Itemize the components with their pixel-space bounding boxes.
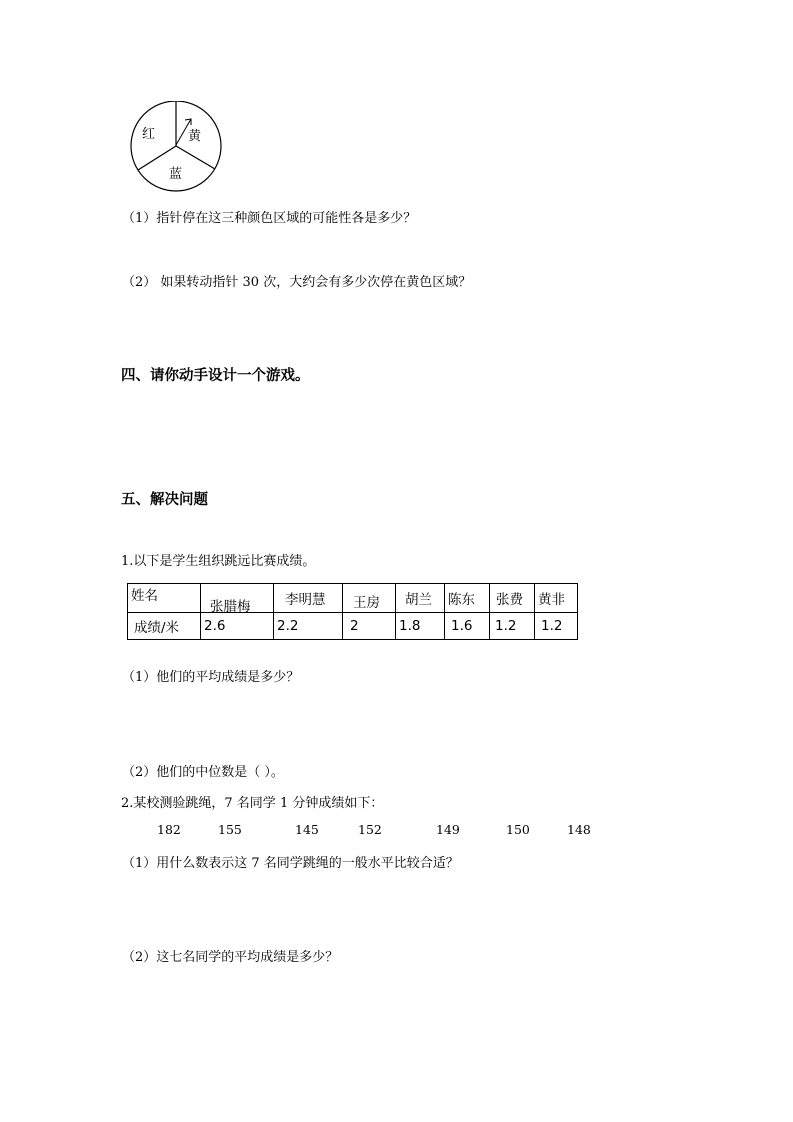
spinner-question-1: （1）指针停在这三种颜色区域的可能性各是多少？ <box>122 211 417 226</box>
score-cell: 2.6 <box>201 613 274 640</box>
name-cell: 李明慧 <box>274 584 343 613</box>
name-cell: 陈东 <box>445 584 490 613</box>
problem-2-intro: 2.某校测验跳绳，7 名同学 1 分钟成绩如下： <box>121 796 384 811</box>
score-cell: 1.2 <box>535 613 578 640</box>
row-label-cell: 成绩/米 <box>128 613 201 640</box>
spinner-question-2: （2） 如果转动指针 30 次，大约会有多少次停在黄色区域？ <box>122 275 472 290</box>
jump-rope-value: 145 <box>295 822 319 837</box>
score-cell: 2 <box>343 613 396 640</box>
problem-1-intro: 1.以下是学生组织跳远比赛成绩。 <box>121 554 316 569</box>
problem-1-question-2: （2）他们的中位数是（ ）。 <box>122 765 284 780</box>
score-cell: 2.2 <box>274 613 343 640</box>
jump-rope-value: 149 <box>436 822 460 837</box>
name-cell: 张费 <box>490 584 535 613</box>
section-5-heading: 五、解决问题 <box>121 492 208 508</box>
table-row-names <box>128 584 578 613</box>
spinner-diagram <box>128 101 224 197</box>
jump-rope-value: 182 <box>157 822 181 837</box>
name-cell: 张腊梅 <box>201 584 274 613</box>
jump-rope-value: 155 <box>218 822 242 837</box>
long-jump-scores-table <box>127 583 578 640</box>
spinner-label-blue: 蓝 <box>169 167 183 182</box>
score-cell: 1.6 <box>445 613 490 640</box>
problem-2-question-2: （2）这七名同学的平均成绩是多少？ <box>122 950 339 965</box>
jump-rope-value: 148 <box>567 822 591 837</box>
score-cell: 1.8 <box>396 613 445 640</box>
table-row-scores <box>128 613 578 640</box>
section-4-heading: 四、请你动手设计一个游戏。 <box>121 368 310 384</box>
jump-rope-value: 150 <box>506 822 530 837</box>
jump-rope-value: 152 <box>358 822 382 837</box>
spinner-label-red: 红 <box>142 127 156 142</box>
name-cell: 黄非 <box>535 584 578 613</box>
spinner-label-yellow: 黄 <box>188 129 202 144</box>
header-label-cell: 姓名 <box>128 584 201 613</box>
name-cell: 胡兰 <box>396 584 445 613</box>
problem-2-question-1: （1）用什么数表示这 7 名同学跳绳的一般水平比较合适？ <box>122 856 459 871</box>
problem-1-question-1: （1）他们的平均成绩是多少？ <box>122 670 300 685</box>
name-cell: 王房 <box>343 584 396 613</box>
score-cell: 1.2 <box>490 613 535 640</box>
